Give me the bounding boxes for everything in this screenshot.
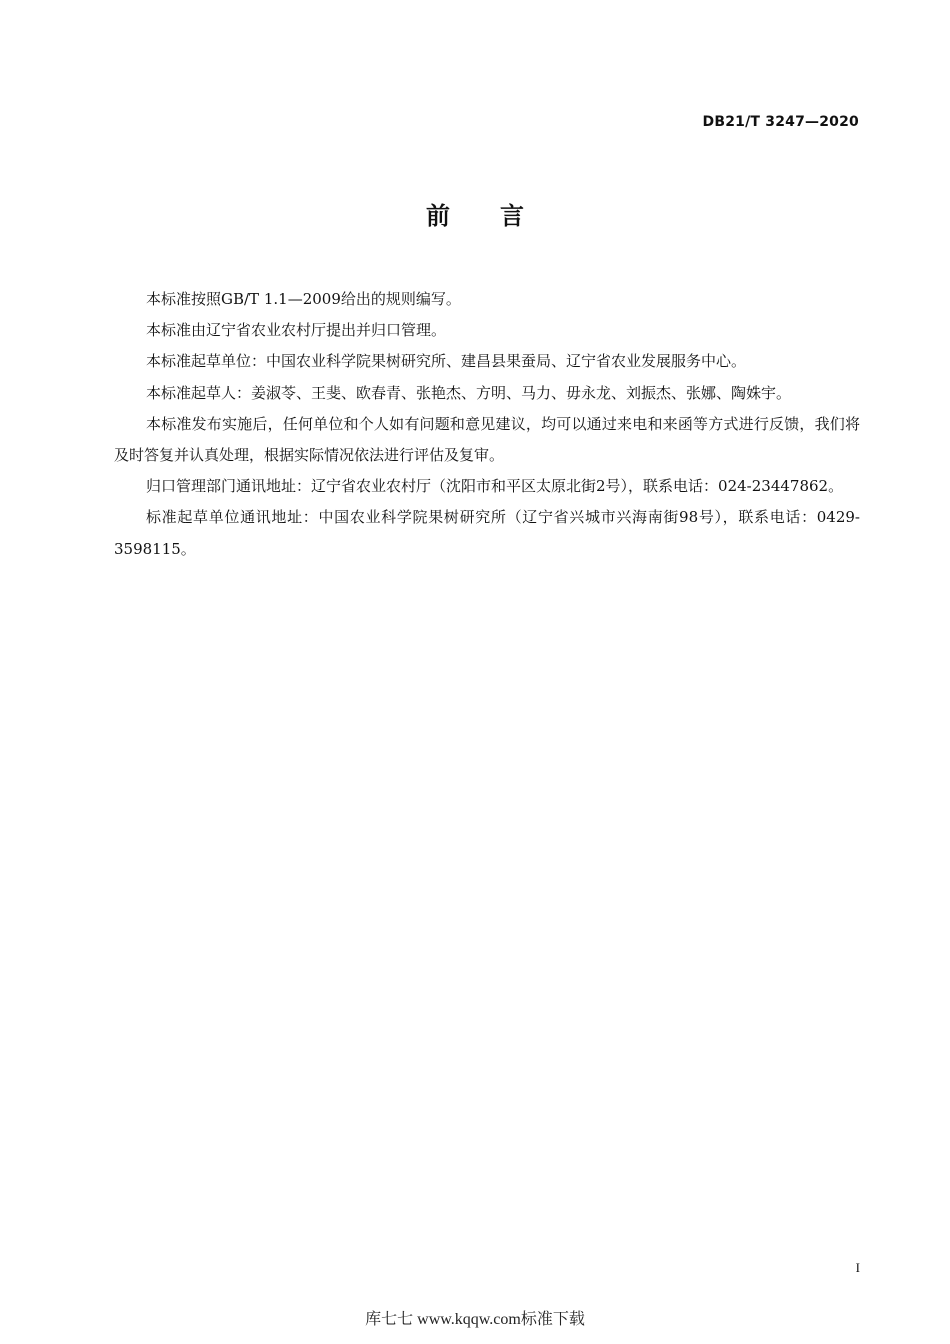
paragraph-drafters: 本标准起草人：姜淑苓、王斐、欧春青、张艳杰、方明、马力、毋永龙、刘振杰、张娜、陶姝宇。 [146, 383, 792, 402]
paragraph-drafter-contact: 标准起草单位通讯地址：中国农业科学院果树研究所（辽宁省兴城市兴海南街98号），联系电话：0429-3598115。 [114, 508, 860, 558]
preface-body [114, 284, 860, 565]
page-number: I [855, 1260, 860, 1275]
paragraph-proposer: 本标准由辽宁省农业农村厅提出并归口管理。 [146, 321, 447, 340]
paragraph-admin-contact: 归口管理部门通讯地址：辽宁省农业农村厅（沈阳市和平区太原北街2号），联系电话：024-23447862。 [146, 477, 844, 496]
paragraph-feedback: 本标准发布实施后，任何单位和个人如有问题和意见建议，均可以通过来电和来函等方式进行反馈，我们将及时答复并认真处理，根据实际情况依法进行评估及复审。 [114, 414, 860, 465]
paragraph-drafting-rules: 本标准按照GB/T 1.1—2009给出的规则编写。 [146, 290, 461, 308]
watermark-text: 库七七 www.kqqw.com标准下载 [365, 1311, 585, 1328]
preface-title: 前言 [426, 202, 574, 230]
document-code: DB21/T 3247—2020 [702, 114, 859, 130]
paragraph-drafting-units: 本标准起草单位：中国农业科学院果树研究所、建昌县果蚕局、辽宁省农业发展服务中心。 [146, 352, 747, 371]
